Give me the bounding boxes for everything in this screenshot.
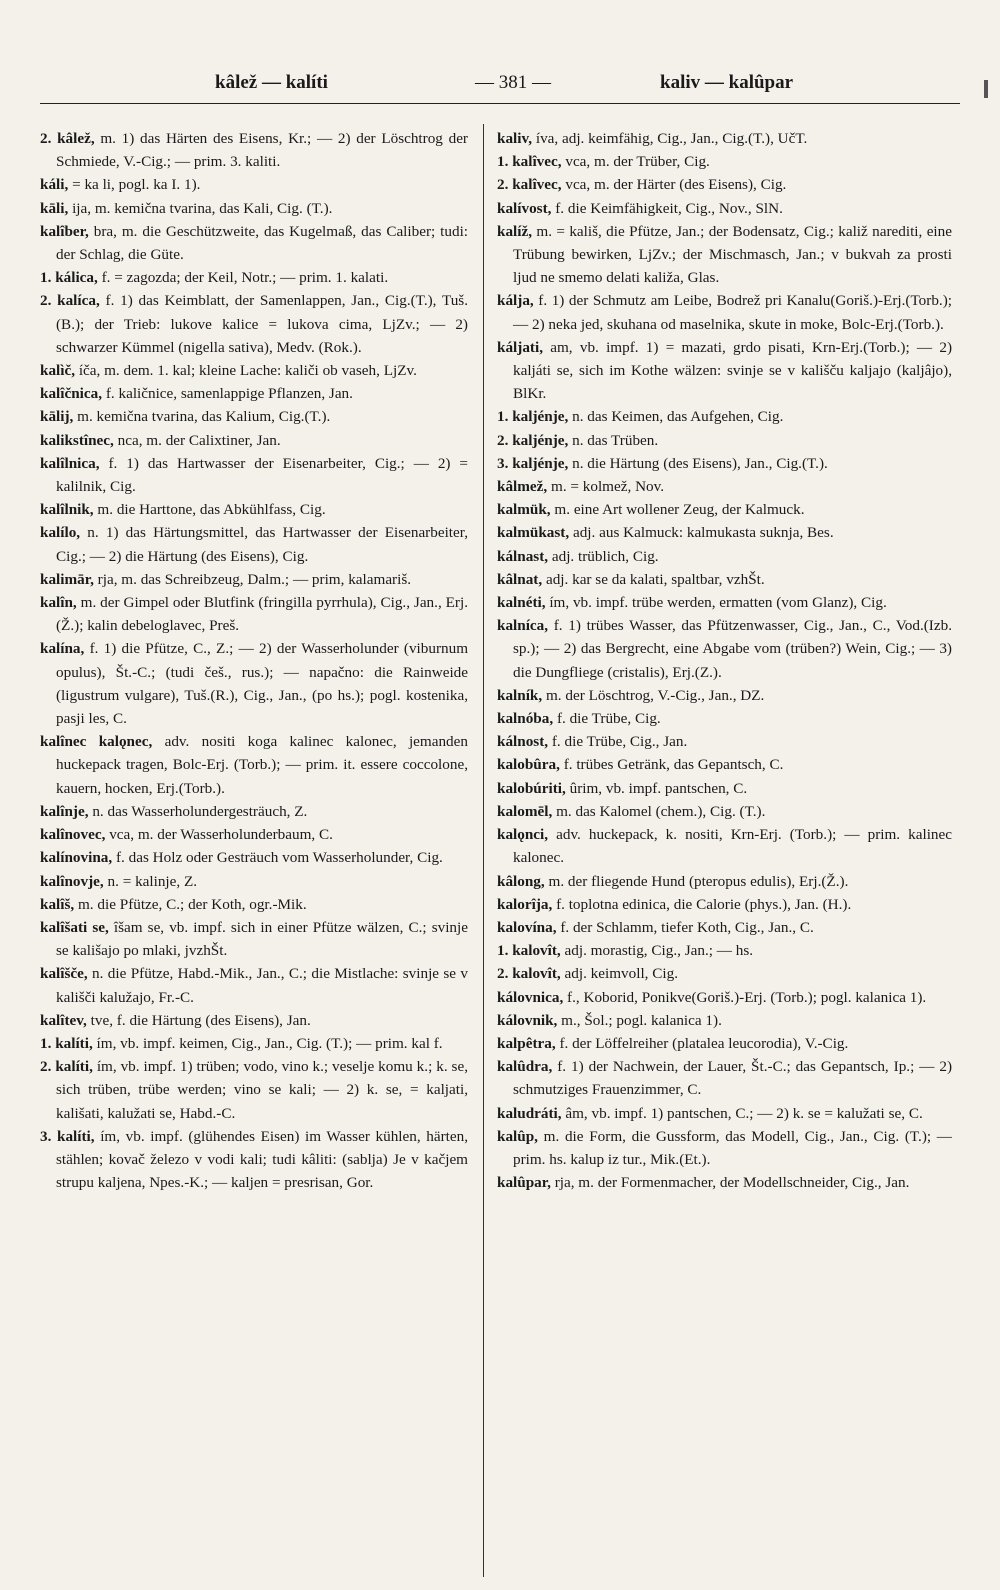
entry-definition: m. der fliegende Hund (pteropus edulis), Erj.(Ž.).: [548, 872, 849, 890]
dictionary-entry: [497, 429, 952, 452]
dictionary-entry: [497, 707, 952, 730]
entry-definition: m. = kolmež, Nov.: [551, 478, 665, 496]
dictionary-entry: [40, 568, 468, 591]
entry-headword: kalílo,: [40, 524, 81, 542]
entry-definition: m. kemična tvarina, das Kalium, Cig.(T.).: [77, 408, 331, 426]
entry-definition: m., Šol.; pogl. kalanica 1).: [561, 1011, 722, 1029]
dictionary-entry: [497, 893, 952, 916]
dictionary-entry: [497, 475, 952, 498]
entry-headword: kalûdra,: [497, 1058, 553, 1076]
entry-definition: m. die Form, die Gussform, das Modell, Cig., Jan., Cig. (T.); — prim. hs. kalup iz tur., Mik.(Et.).: [513, 1127, 952, 1168]
entry-definition: âm, vb. impf. 1) pantschen, C.; — 2) k. se = kalužati se, C.: [565, 1104, 923, 1122]
dictionary-entry: [40, 1032, 468, 1055]
dictionary-entry: [497, 127, 952, 150]
dictionary-entry: [497, 684, 952, 707]
entry-definition: îšam se, vb. impf. sich in einer Pfütze wälzen, C.; svinje se kališajo po mlaki, jvzhŠt.: [56, 918, 468, 960]
entry-definition: f. 1) trübes Wasser, das Pfützenwasser, Cig., Jan., C., Vod.(Izb. sp.); — 2) das Bergrecht, eine Abgabe vom (trüben?) Wein, Cig.; — 3) die Dungfliege (cristalis), Erj.(Z.).: [513, 617, 952, 681]
dictionary-entry: [40, 962, 468, 1008]
entry-definition: adj. keimvoll, Cig.: [564, 965, 678, 983]
entry-definition: ím, vb. impf. keimen, Cig., Jan., Cig. (T.); — prim. kal f.: [96, 1034, 443, 1052]
entry-headword: 1. kalíti,: [40, 1034, 93, 1052]
dictionary-entry: [497, 591, 952, 614]
entry-headword: 2. kalíti,: [40, 1058, 93, 1076]
entry-headword: kalimār,: [40, 570, 94, 588]
entry-definition: n. das Keimen, das Aufgehen, Cig.: [572, 408, 784, 426]
entry-headword: kalìč,: [40, 362, 76, 380]
dictionary-entry: [40, 521, 468, 567]
entry-definition: n. die Härtung (des Eisens), Jan., Cig.(T.).: [572, 454, 828, 472]
entry-definition: m. das Kalomel (chem.), Cig. (T.).: [556, 802, 766, 820]
entry-headword: 1. kalovît,: [497, 942, 561, 960]
entry-headword: kalîlnik,: [40, 501, 94, 519]
dictionary-entry: [497, 939, 952, 962]
dictionary-entry: [497, 986, 952, 1009]
dictionary-entry: [497, 336, 952, 406]
entry-headword: 1. kaljénje,: [497, 408, 569, 426]
entry-definition: vca, m. der Trüber, Cig.: [565, 153, 710, 171]
page-header: [40, 68, 960, 100]
entry-definition: m. der Gimpel oder Blutfink (fringilla pyrrhula), Cig., Jan., Erj. (Ž.); kalin debeloglavec, Preš.: [56, 594, 468, 635]
entry-headword: kalíž,: [497, 222, 533, 240]
entry-definition: = ka li, pogl. ka I. 1).: [72, 176, 201, 194]
column-divider: [483, 124, 484, 1577]
dictionary-entry: [497, 220, 952, 290]
page-number: — 381 —: [475, 72, 551, 93]
dictionary-entry: [40, 452, 468, 498]
entry-definition: rja, m. das Schreibzeug, Dalm.; — prim, kalamariš.: [97, 570, 412, 588]
entry-headword: kalîčnica,: [40, 385, 103, 403]
dictionary-entry: [497, 753, 952, 776]
entry-definition: ím, vb. impf. (glühendes Eisen) im Wasser kühlen, härten, stählen; kovač železo v vodi kali; tudi kâliti: (sablja) Je v kačjem strupu kaljena, Npes.-K.; — kaljen = presrisan, Gor.: [56, 1127, 468, 1192]
entry-definition: f. das Holz oder Gesträuch vom Wasserholunder, Cig.: [115, 849, 443, 867]
entry-definition: f. die Keimfähigkeit, Cig., Nov., SlN.: [555, 199, 783, 217]
entry-definition: n. die Pfütze, Habd.-Mik., Jan., C.; die Mistlache: svinje se v kališči kalužajo, Fr.-C.: [56, 965, 468, 1006]
left-column: [40, 127, 468, 1577]
entry-headword: 1. kalîvec,: [497, 153, 562, 171]
header-left-guideword: kâlež — kalíti: [215, 72, 328, 93]
entry-definition: n. das Wasserholundergesträuch, Z.: [92, 802, 308, 820]
entry-definition: m. die Harttone, das Abkühlfass, Cig.: [97, 501, 326, 519]
entry-headword: kalínovina,: [40, 849, 113, 867]
entry-definition: n. das Trüben.: [572, 431, 659, 449]
entry-headword: kālij,: [40, 408, 74, 426]
entry-definition: tve, f. die Härtung (des Eisens), Jan.: [90, 1011, 311, 1029]
entry-definition: rja, m. der Formenmacher, der Modellschneider, Cig., Jan.: [554, 1174, 910, 1192]
entry-definition: f. kaličnice, samenlappige Pflanzen, Jan.: [105, 385, 353, 403]
dictionary-entry: [40, 173, 468, 196]
dictionary-entry: [497, 614, 952, 684]
entry-headword: kalîlnica,: [40, 454, 100, 472]
entry-headword: kalnóba,: [497, 710, 554, 728]
dictionary-entry: [40, 1009, 468, 1032]
entry-definition: f. die Trübe, Cig.: [556, 710, 661, 728]
entry-headword: kalobûra,: [497, 756, 560, 774]
dictionary-entry: [497, 1125, 952, 1171]
entry-definition: ija, m. kemična tvarina, das Kali, Cig. (T.).: [72, 199, 333, 217]
entry-definition: vca, m. der Wasserholunderbaum, C.: [109, 826, 333, 844]
dictionary-entry: [497, 1171, 952, 1194]
dictionary-entry: [497, 870, 952, 893]
entry-headword: 2. kâlež,: [40, 130, 95, 147]
dictionary-entry: [497, 916, 952, 939]
dictionary-entry: [40, 637, 468, 730]
entry-headword: kalînovec,: [40, 826, 106, 844]
dictionary-entry: [497, 1032, 952, 1055]
dictionary-entry: [497, 197, 952, 220]
dictionary-entry: [40, 266, 468, 289]
entry-definition: f. 1) das Keimblatt, der Samenlappen, Jan., Cig.(T.), Tuš.(B.); der Trieb: lukove kalice = lukova cima, LjZv.; — 2) schwarzer Kümmel (nigella sativa), Medv. (Rok.).: [56, 292, 468, 356]
entry-headword: kaliv,: [497, 130, 533, 147]
entry-headword: 2. kalîvec,: [497, 176, 562, 194]
entry-definition: íva, adj. keimfähig, Cig., Jan., Cig.(T.), UčT.: [535, 130, 808, 147]
dictionary-entry: [40, 197, 468, 220]
dictionary-entry: [40, 127, 468, 173]
entry-definition: f. toplotna edinica, die Calorie (phys.), Jan. (H.).: [556, 895, 852, 913]
entry-headword: kalovína,: [497, 918, 557, 936]
entry-headword: kalûp,: [497, 1127, 538, 1145]
dictionary-entry: [497, 823, 952, 869]
entry-headword: kalînovje,: [40, 872, 104, 890]
entry-definition: m. die Pfütze, C.; der Koth, ogr.-Mik.: [77, 895, 307, 913]
entry-definition: adj. aus Kalmuck: kalmukasta suknja, Bes.: [572, 524, 834, 542]
entry-headword: kaludráti,: [497, 1104, 562, 1122]
entry-definition: f. der Löffelreiher (platalea leucorodia), V.-Cig.: [559, 1034, 849, 1052]
entry-definition: ím, vb. impf. 1) trüben; vodo, vino k.; veselje komu k.; k. se, sich trüben, trübe werden; vino se kali; — 2) k. se, = kaljati, kališati, kalužati se, Habd.-C.: [56, 1058, 468, 1122]
entry-headword: kâlong,: [497, 872, 545, 890]
entry-headword: kâlnat,: [497, 570, 543, 588]
entry-headword: kalmükast,: [497, 524, 570, 542]
dictionary-entry: [40, 498, 468, 521]
entry-definition: m. 1) das Härten des Eisens, Kr.; — 2) der Löschtrog der Schmiede, V.-Cig.; — prim. 3. kaliti.: [56, 130, 468, 171]
entry-headword: kalníca,: [497, 617, 549, 635]
entry-definition: m. = kališ, die Pfütze, Jan.; der Bodensatz, Cig.; kaliž narediti, eine Trübung bewirken, LjZv.; der Mischmasch, Jan.; v bukvah za prosti ljud ne smemo delati kaliža, Glas.: [513, 222, 952, 287]
entry-headword: kalník,: [497, 686, 543, 704]
header-rule: [40, 103, 960, 104]
dictionary-entry: [497, 730, 952, 753]
entry-definition: f. trübes Getränk, das Gepantsch, C.: [563, 756, 784, 774]
page-edge-mark: [984, 80, 988, 98]
dictionary-entry: [40, 1055, 468, 1125]
entry-headword: káli,: [40, 176, 69, 194]
entry-headword: 2. kaljénje,: [497, 431, 569, 449]
dictionary-entry: [40, 289, 468, 359]
entry-definition: nca, m. der Calixtiner, Jan.: [117, 431, 281, 449]
dictionary-entry: [497, 545, 952, 568]
entry-headword: kalobúriti,: [497, 779, 566, 797]
dictionary-entry: [497, 1102, 952, 1125]
entry-headword: kalîn,: [40, 594, 77, 612]
dictionary-entry: [40, 429, 468, 452]
entry-headword: kāli,: [40, 199, 69, 217]
entry-headword: kalîšati se,: [40, 918, 109, 936]
entry-definition: adv. huckepack, k. nositi, Krn-Erj. (Torb.); — prim. kalinec kalonec.: [513, 826, 952, 867]
dictionary-entry: [40, 870, 468, 893]
dictionary-entry: [40, 405, 468, 428]
entry-definition: n. 1) das Härtungsmittel, das Hartwasser der Eisenarbeiter, Cig.; — 2) die Härtung (des Eisens), Cig.: [56, 524, 468, 565]
entry-headword: kalnéti,: [497, 594, 546, 612]
right-column: [497, 127, 952, 1577]
dictionary-entry: [497, 521, 952, 544]
entry-headword: kalîber,: [40, 222, 89, 240]
dictionary-entry: [40, 823, 468, 846]
entry-headword: kalîš,: [40, 895, 75, 913]
dictionary-entry: [40, 800, 468, 823]
entry-definition: adv. nositi koga kalinec kalonec, jemanden huckepack tragen, Bolc-Erj. (Torb.); — prim. it. essere coccolone, kauern, hocken, Erj.(Torb.).: [56, 733, 468, 797]
dictionary-entry: [497, 405, 952, 428]
dictionary-entry: [497, 777, 952, 800]
entry-definition: f. 1) der Nachwein, der Lauer, Št.-C.; das Gepantsch, Ip.; — 2) schmutziges Frauenzimmer, C.: [513, 1058, 952, 1099]
dictionary-entry: [40, 846, 468, 869]
entry-headword: kalmük,: [497, 501, 551, 519]
dictionary-entry: [497, 1055, 952, 1101]
entry-headword: kalîšče,: [40, 965, 88, 983]
entry-definition: f. 1) die Pfütze, C., Z.; — 2) der Wasserholunder (viburnum opulus), Št.-C.; (tudi češ., rus.); — napačno: die Rainweide (ligustrum vulgare), Tuš.(R.), Cig., Jan., (po hs.); pogl. kostenika, pasji les, C.: [56, 640, 468, 728]
entry-headword: 3. kaljénje,: [497, 454, 569, 472]
entry-definition: adj. trüblich, Cig.: [551, 547, 659, 565]
entry-definition: f. 1) der Schmutz am Leibe, Bodrež pri Kanalu(Goriš.)-Erj.(Torb.); — 2) neka jed, skuhana od maselnika, skute in moke, Bolc-Erj.(Torb.).: [513, 292, 952, 333]
entry-definition: m. der Löschtrog, V.-Cig., Jan., DZ.: [545, 686, 765, 704]
dictionary-entry: [497, 1009, 952, 1032]
dictionary-entry: [40, 730, 468, 800]
entry-headword: kalînec kalǫnec,: [40, 733, 153, 751]
entry-headword: káljati,: [497, 338, 543, 356]
entry-definition: adj. morastig, Cig., Jan.; — hs.: [564, 942, 754, 960]
entry-definition: bra, m. die Geschützweite, das Kugelmaß, das Caliber; tudi: der Schlag, die Güte.: [56, 222, 468, 264]
entry-definition: f. der Schlamm, tiefer Koth, Cig., Jan., C.: [560, 918, 814, 936]
entry-definition: m. eine Art wollener Zeug, der Kalmuck.: [554, 501, 805, 519]
dictionary-entry: [40, 359, 468, 382]
entry-headword: kalívost,: [497, 199, 552, 217]
entry-headword: kâlmež,: [497, 478, 548, 496]
entry-definition: adj. kar se da kalati, spaltbar, vzhŠt.: [545, 570, 765, 588]
entry-headword: kálnost,: [497, 733, 549, 751]
dictionary-entry: [497, 498, 952, 521]
entry-definition: ím, vb. impf. trübe werden, ermatten (vom Glanz), Cig.: [549, 594, 887, 612]
entry-headword: kalpêtra,: [497, 1034, 556, 1052]
dictionary-entry: [497, 173, 952, 196]
dictionary-entry: [40, 916, 468, 962]
entry-headword: kálnast,: [497, 547, 549, 565]
entry-headword: kálja,: [497, 292, 534, 310]
dictionary-entry: [40, 591, 468, 637]
entry-headword: 2. kalíca,: [40, 292, 100, 310]
entry-headword: kalînje,: [40, 802, 89, 820]
entry-definition: f. 1) das Hartwasser der Eisenarbeiter, Cig.; — 2) = kalilnik, Cig.: [56, 454, 468, 496]
dictionary-entry: [40, 220, 468, 266]
dictionary-entry: [497, 568, 952, 591]
dictionary-entry: [497, 150, 952, 173]
dictionary-entry: [497, 452, 952, 475]
dictionary-entry: [40, 893, 468, 916]
entry-headword: 3. kalíti,: [40, 1127, 95, 1145]
entry-headword: kalorîja,: [497, 895, 553, 913]
entry-headword: 1. kálica,: [40, 269, 98, 287]
header-right-guideword: kaliv — kalûpar: [660, 72, 794, 93]
dictionary-entry: [40, 1125, 468, 1195]
entry-headword: kalikstînec,: [40, 431, 114, 449]
dictionary-entry: [497, 289, 952, 335]
entry-headword: kalomēl,: [497, 802, 553, 820]
entry-headword: kálovnik,: [497, 1011, 558, 1029]
entry-definition: am, vb. impf. 1) = mazati, grdo pisati, Krn-Erj.(Torb.); — 2) kaljáti se, sich im Kothe wälzen: svinje se v kališču kaljajo (kaljâjo), BlKr.: [513, 338, 952, 403]
entry-definition: n. = kalinje, Z.: [107, 872, 198, 890]
entry-headword: kálovnica,: [497, 988, 564, 1006]
entry-headword: kalîtev,: [40, 1011, 87, 1029]
dictionary-entry: [497, 962, 952, 985]
entry-definition: vca, m. der Härter (des Eisens), Cig.: [565, 176, 787, 194]
dictionary-entry: [497, 800, 952, 823]
entry-headword: kalûpar,: [497, 1174, 551, 1192]
dictionary-entry: [40, 382, 468, 405]
entry-definition: f. die Trübe, Cig., Jan.: [551, 733, 688, 751]
entry-headword: kalína,: [40, 640, 85, 658]
entry-definition: f., Koborid, Ponikve(Goriš.)-Erj. (Torb.); pogl. kalanica 1).: [567, 988, 927, 1006]
entry-headword: 2. kalovît,: [497, 965, 561, 983]
entry-definition: ûrim, vb. impf. pantschen, C.: [569, 779, 748, 797]
entry-definition: íča, m. dem. 1. kal; kleine Lache: kaliči ob vaseh, LjZv.: [78, 362, 417, 380]
entry-definition: f. = zagozda; der Keil, Notr.; — prim. 1. kalati.: [101, 269, 389, 287]
entry-headword: kalǫnci,: [497, 826, 549, 844]
